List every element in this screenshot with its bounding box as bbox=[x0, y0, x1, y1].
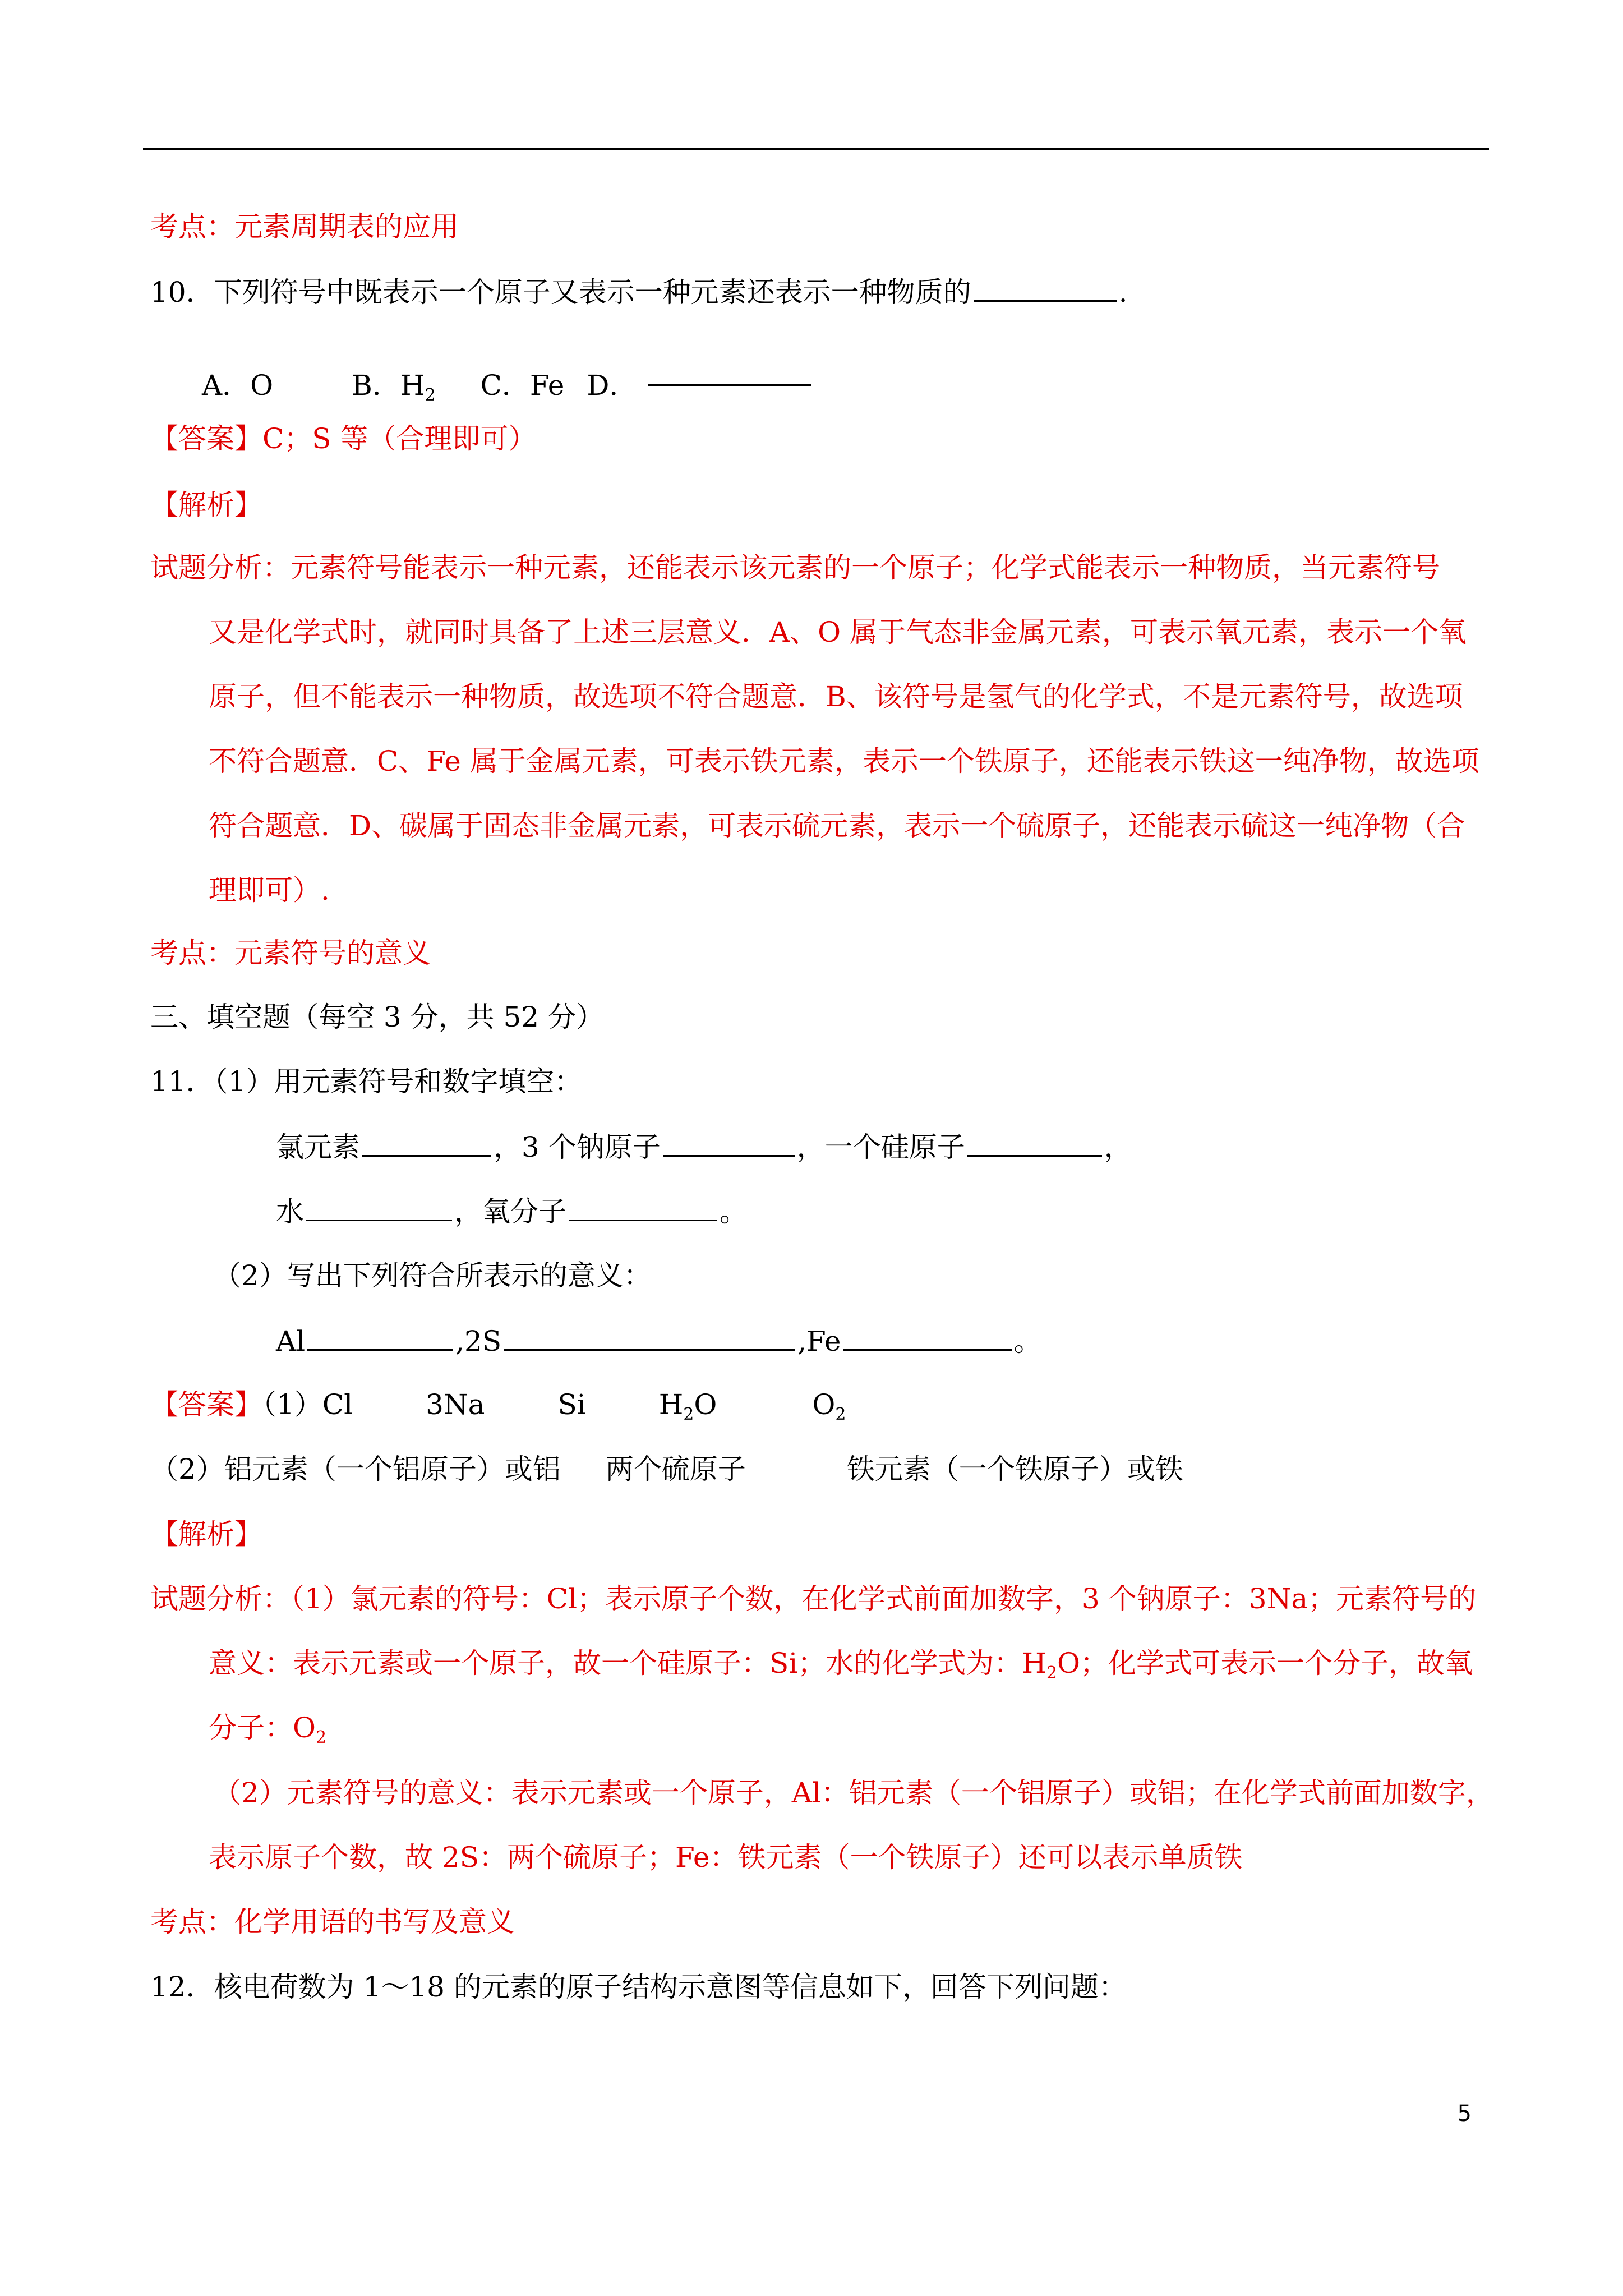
answer-al: （2）铝元素（一个铝原子）或铝 bbox=[150, 1453, 561, 1485]
kaodian-topic-1: 考点：元素周期表的应用 bbox=[150, 210, 459, 243]
analysis-11-line-5: 表示原子个数，故 2S：两个硫原子；Fe：铁元素（一个铁原子）还可以表示单质铁 bbox=[209, 1841, 1243, 1874]
period: 。 bbox=[720, 1195, 748, 1228]
answer-cl: （1）Cl bbox=[262, 1388, 353, 1421]
analysis-10-line-1: 试题分析：元素符号能表示一种元素，还能表示该元素的一个原子；化学式能表示一种物质，当元素符号 bbox=[150, 551, 1440, 584]
blank-sodium bbox=[663, 1128, 795, 1157]
answer-10: 【答案】C；S 等（合理即可） bbox=[150, 422, 537, 455]
label-sodium: ，3 个钠原子 bbox=[494, 1131, 661, 1163]
blank-water bbox=[306, 1193, 452, 1221]
analysis-10-line-4: 不符合题意．C、Fe 属于金属元素，可表示铁元素，表示一个铁原子，还能表示铁这一纯净物，故选项 bbox=[209, 745, 1479, 777]
jiexi-label-1: 【解析】 bbox=[150, 489, 262, 521]
question-11-line-3 bbox=[276, 1322, 1042, 1359]
option-a: A．O bbox=[202, 369, 274, 402]
answer-fe: 铁元素（一个铁原子）或铁 bbox=[846, 1453, 1183, 1485]
analysis-10-line-3: 原子，但不能表示一种物质，故选项不符合题意．B、该符号是氢气的化学式，不是元素符号，故选项 bbox=[209, 680, 1463, 713]
question-11-part-1: 11．（1）用元素符号和数字填空： bbox=[150, 1065, 583, 1098]
answer-h2o: $H_2O$ bbox=[658, 1388, 717, 1424]
blank-silicon bbox=[967, 1128, 1102, 1157]
blank-oxygen bbox=[569, 1193, 717, 1221]
answer-si: Si bbox=[557, 1388, 586, 1421]
analysis-11-line-1: 试题分析：（1）氯元素的符号：Cl；表示原子个数，在化学式前面加数字，3 个钠原子：3Na；元素符号的 bbox=[150, 1582, 1477, 1615]
blank-al bbox=[307, 1322, 453, 1351]
analysis-10-line-5: 符合题意．D、碳属于固态非金属元素，可表示硫元素，表示一个硫原子，还能表示硫这一纯净物（合 bbox=[209, 809, 1465, 842]
header-rule bbox=[143, 148, 1489, 150]
analysis-11-line-4: （2）元素符号的意义：表示元素或一个原子，Al：铝元素（一个铝原子）或铝；在化学式前面加数字， bbox=[213, 1777, 1494, 1809]
label-water: 水 bbox=[276, 1195, 304, 1228]
kaodian-topic-2: 考点：元素符号的意义 bbox=[150, 937, 431, 969]
answer-2s: 两个硫原子 bbox=[605, 1453, 746, 1485]
analysis-11-line-3: 分子：$O_2$ bbox=[209, 1711, 327, 1747]
question-10-stem: 10．下列符号中既表示一个原子又表示一种元素还表示一种物质的 bbox=[150, 276, 971, 309]
blank-2s bbox=[504, 1322, 795, 1351]
period: 。 bbox=[1013, 1325, 1042, 1358]
answer-3na: 3Na bbox=[426, 1388, 485, 1421]
answer-o2: $O_2$ bbox=[812, 1388, 846, 1424]
question-11-line-2 bbox=[276, 1193, 748, 1230]
question-10-options bbox=[202, 367, 811, 403]
blank-fe bbox=[843, 1322, 1012, 1351]
label-chlorine: 氯元素 bbox=[276, 1131, 360, 1163]
answer-blank bbox=[974, 273, 1117, 302]
question-10 bbox=[150, 273, 1128, 310]
blank-chlorine bbox=[362, 1128, 491, 1157]
question-12: 12．核电荷数为 1～18 的元素的原子结构示意图等信息如下，回答下列问题： bbox=[150, 1971, 1127, 2003]
label-fe: ,Fe bbox=[797, 1325, 841, 1358]
jiexi-label-2: 【解析】 bbox=[150, 1518, 262, 1550]
label-silicon: ，一个硅原子 bbox=[796, 1131, 965, 1163]
answer-label: 【答案】 bbox=[150, 1388, 262, 1421]
option-c: C．Fe bbox=[480, 369, 565, 402]
section-3-heading: 三、填空题（每空 3 分，共 52 分） bbox=[150, 1001, 605, 1033]
question-10-end: . bbox=[1118, 276, 1128, 309]
question-11-line-1 bbox=[276, 1128, 1132, 1165]
option-d: D． bbox=[587, 369, 638, 402]
page-number: 5 bbox=[1457, 2101, 1472, 2127]
question-11-part-2: （2）写出下列符合所表示的意义： bbox=[213, 1259, 652, 1292]
answer-11-line-2 bbox=[150, 1451, 1183, 1487]
answer-11-line-1 bbox=[150, 1387, 846, 1423]
label-oxygen: ，氧分子 bbox=[454, 1195, 566, 1228]
analysis-11-line-2: 意义：表示元素或一个原子，故一个硅原子：Si；水的化学式为：$H_2O$；化学式可表示一个分子，故氧 bbox=[209, 1647, 1473, 1683]
kaodian-topic-3: 考点：化学用语的书写及意义 bbox=[150, 1906, 515, 1938]
analysis-10-line-2: 又是化学式时，就同时具备了上述三层意义．A、O 属于气态非金属元素，可表示氧元素，表示一个氧 bbox=[209, 616, 1467, 648]
label-al: Al bbox=[276, 1325, 306, 1358]
analysis-10-line-6: 理即可）. bbox=[209, 874, 330, 907]
label-2s: ,2S bbox=[455, 1325, 502, 1358]
option-d-line bbox=[648, 384, 811, 386]
comma: ， bbox=[1104, 1131, 1132, 1163]
option-b: B．$H_2$ bbox=[352, 369, 436, 405]
